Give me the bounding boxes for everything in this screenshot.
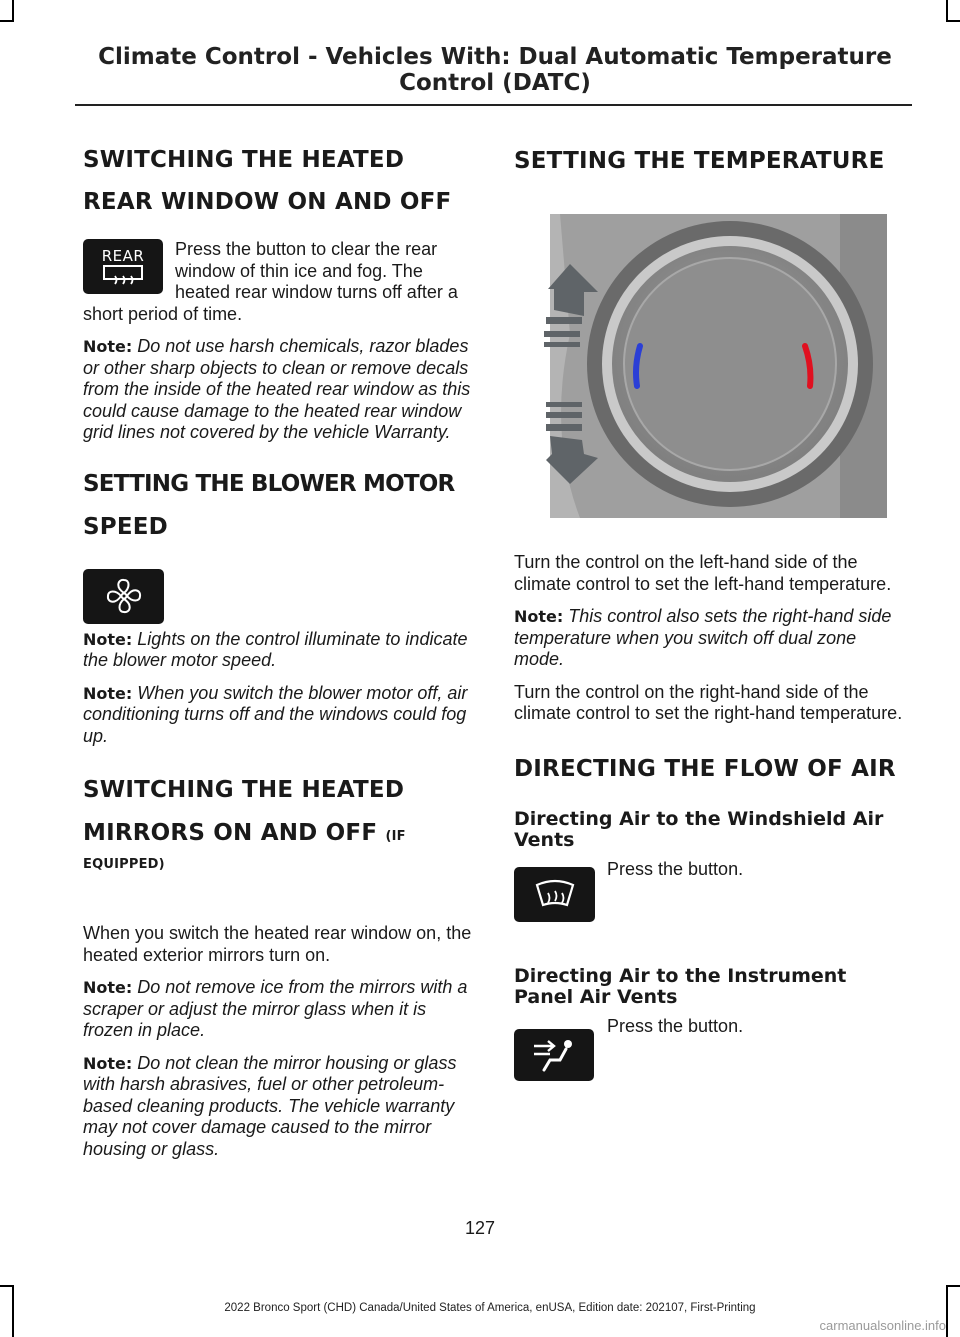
temperature-body-1: Turn the control on the left-hand side of the climate control to set the left-hand temperature. <box>514 552 892 594</box>
temperature-control-photo <box>540 214 887 518</box>
fan-symbol <box>105 577 143 615</box>
section-heading-blower-motor <box>83 470 476 555</box>
crop-mark <box>946 0 948 20</box>
section-heading-heated-mirrors <box>83 776 476 891</box>
note-text: Do not use harsh chemicals, razor blades or other sharp objects to clean or remove decals from the inside of the heated rear window as this could cause damage to the heated rear window grid lines not covered by the vehicle Warranty. <box>83 336 471 442</box>
right-column <box>514 146 909 177</box>
note-text: This control also sets the right-hand side temperature when you switch off dual zone mode. <box>514 606 892 669</box>
heading-line: SETTING THE BLOWER MOTOR <box>83 470 455 497</box>
heading-line: SWITCHING THE HEATED <box>83 147 405 173</box>
section-heading-air-flow: DIRECTING THE FLOW OF AIR <box>514 755 896 782</box>
crop-mark <box>946 1285 960 1287</box>
windshield-defrost-icon <box>514 867 595 922</box>
heading-small: (IF <box>385 829 406 844</box>
heading-line: SPEED <box>83 513 168 540</box>
panel-vent-symbol <box>530 1038 578 1072</box>
blower-note-2 <box>83 683 476 748</box>
mirrors-note-2 <box>83 1053 476 1161</box>
note-label: Note: <box>83 978 133 997</box>
page-number: 127 <box>464 1218 496 1238</box>
heading-line: REAR WINDOW ON AND OFF <box>83 189 452 215</box>
rear-defrost-icon <box>83 239 163 294</box>
page-header-title <box>80 44 910 96</box>
page-footer: 2022 Bronco Sport (CHD) Canada/United States of America, enUSA, Edition date: 202107, First-Printing <box>224 1302 756 1314</box>
heading-small: EQUIPPED) <box>83 857 165 872</box>
crop-mark <box>0 20 14 22</box>
note-label: Note: <box>83 337 133 356</box>
fan-icon <box>83 569 164 624</box>
note-text: Do not clean the mirror housing or glass with harsh abrasives, fuel or other petroleum-based cleaning products. The vehicle warranty may not cover damage caused to the mirror housing or glass. <box>83 1052 457 1159</box>
left-column <box>83 146 476 1160</box>
header-divider <box>75 104 912 106</box>
rear-defrost-symbol <box>102 264 144 286</box>
heading-line: MIRRORS ON AND OFF <box>83 820 378 846</box>
windshield-body: Press the button. <box>607 858 744 879</box>
blower-note-1 <box>83 629 476 672</box>
note-label: Note: <box>514 607 564 626</box>
note-text: Lights on the control illuminate to indicate the blower motor speed. <box>83 628 468 670</box>
note-text: When you switch the blower motor off, air conditioning turns off and the windows could fog up. <box>83 682 468 746</box>
rear-icon-label: REAR <box>101 246 145 265</box>
section-heading-heated-rear-window <box>83 146 476 230</box>
crop-mark <box>0 1285 14 1287</box>
right-column-lower <box>514 552 909 1098</box>
mirrors-body: When you switch the heated rear window on, the heated exterior mirrors turn on. <box>83 923 472 965</box>
header-title-line1: Climate Control - Vehicles With: Dual Automatic Temperature <box>98 44 892 70</box>
panel-vent-body: Press the button. <box>607 1015 744 1036</box>
note-label: Note: <box>83 683 133 703</box>
rear-window-note <box>83 336 476 444</box>
panel-vent-icon <box>514 1029 594 1081</box>
rear-window-body: Press the button to clear the rear window of thin ice and fog. The heated rear window turns off after a short period of time. <box>83 239 458 324</box>
heading-line: SWITCHING THE HEATED <box>83 777 405 803</box>
temperature-note <box>514 606 909 671</box>
watermark: carmanualsonline.info <box>819 1318 946 1333</box>
windshield-defrost-symbol <box>533 879 577 909</box>
temperature-body-2: Turn the control on the right-hand side of the climate control to set the right-hand temperature. <box>514 681 903 723</box>
subheading-instrument-panel-vents: Directing Air to the Instrument Panel Air Vents <box>514 964 847 1008</box>
crop-mark <box>946 20 960 22</box>
mirrors-note-1 <box>83 977 476 1042</box>
crop-mark <box>12 0 14 20</box>
note-text: Do not remove ice from the mirrors with a scraper or adjust the mirror glass when it is frozen in place. <box>83 977 468 1040</box>
header-title-line2: Control (DATC) <box>399 70 591 96</box>
note-label: Note: <box>83 629 133 649</box>
subheading-windshield-vents: Directing Air to the Windshield Air Vents <box>514 807 884 851</box>
section-heading-temperature: SETTING THE TEMPERATURE <box>514 148 885 174</box>
note-label: Note: <box>83 1053 133 1073</box>
